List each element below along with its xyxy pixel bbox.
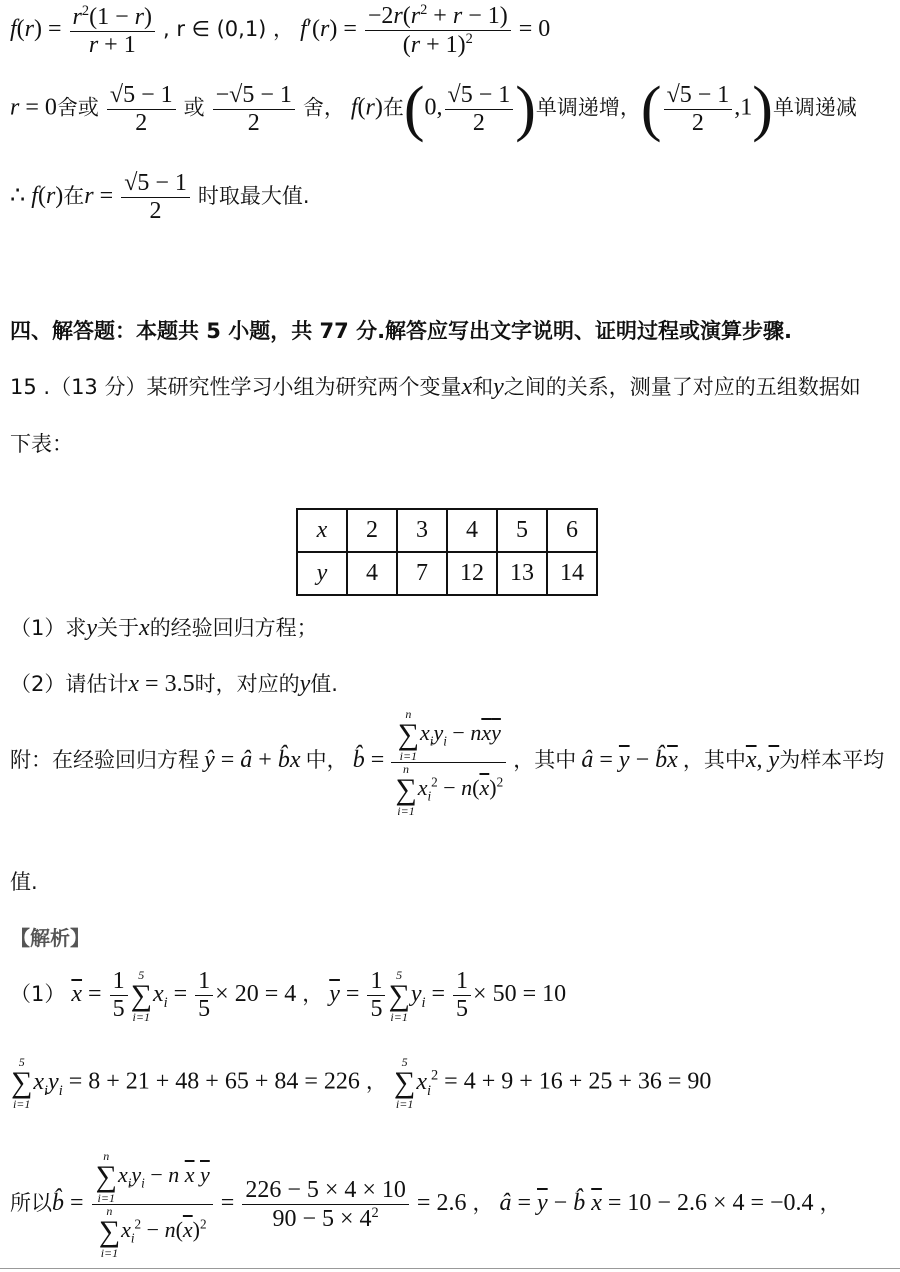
table-cell: 2 <box>347 509 397 552</box>
in-text: 在 <box>382 95 404 120</box>
problem-intro-line2: 下表： <box>10 432 73 456</box>
table-row <box>297 509 597 552</box>
maximum-line: ∴ f(r)在r = $\frac{√5 - 1}{2}$ 时取最大值. <box>10 170 310 224</box>
increasing-text: 单调递增， <box>535 95 641 120</box>
solution-means: （1） $\overline{x}$ = $\frac{1}{5}$ 5 ∑ i=1 $x_i$ = $\frac{1}{5}$ × 20 = 4 ， $\overline{y}$ = $\frac{1}{5}$ 5 ∑ i=1 $y_i$ = $\frac{1}{5}$ × 50 = 10 <box>10 967 567 1024</box>
table-cell: 4 <box>447 509 497 552</box>
table-cell: 7 <box>397 552 447 595</box>
table-cell: 6 <box>547 509 597 552</box>
solution-tag: 【解析】 <box>10 926 90 950</box>
row-label-y: y <box>297 552 347 595</box>
table-cell: 14 <box>547 552 597 595</box>
problem-intro: 15 .（13 分）某研究性学习小组为研究两个变量x和y之间的关系，测量了对应的五组数据如 <box>10 374 861 400</box>
table-cell: 3 <box>397 509 447 552</box>
section-heading: 四、解答题：本题共 5 小题，共 77 分.解答应写出文字说明、证明过程或演算步骤. <box>10 319 793 343</box>
solution-sums: 5 ∑ i=1 $x_iy_i = 8 + 21 + 48 + 65 + 84 = 226$ ， 5 ∑ i=1 $x_i^2 = 4 + 9 + 16 + 25 + 36 = 90$ <box>11 1055 712 1111</box>
critical-points-line: r = 0舍或 $\frac{√5 - 1}{2}$ 或 $\frac{-√5 - 1}{2}$ 舍， f(r)在(0, $\frac{√5 - 1}{2}$ )单调递增，( $\frac{√5 - 1}{2}$ ,1)单调递减 <box>10 75 857 143</box>
reject-text-2: 舍， <box>302 95 345 120</box>
question-1: （1）求y关于x的经验回归方程； <box>10 615 318 641</box>
domain-note: , r ∈ (0,1) ， <box>162 17 295 42</box>
table-row <box>297 552 597 595</box>
data-table <box>296 508 598 596</box>
appendix-formula: 附：在经验回归方程 ŷ = â + b̂x 中， b̂ = n ∑ i=1 $x_iy_i - n\overline{x}\overline{y}$ n ∑ i=1 $x_i^2 - n(\overline{x})^2$ ，其中 â = $\overline{y}$ − $b̂\overline{x}$ ，其中$\overline{x}$, $\overline{y}$为样本平均 <box>10 707 885 818</box>
table-cell: 5 <box>497 509 547 552</box>
table-cell: 13 <box>497 552 547 595</box>
table-cell: 12 <box>447 552 497 595</box>
derivative-line: f(r) = $\frac{r^2(1 - r)}{r + 1}$ , r ∈ (0,1) ， f′(r) = $\frac{-2r(r^2 + r - 1)}{(r + 1)^2}$ = 0 <box>10 2 551 58</box>
appendix-line2: 值. <box>10 870 38 894</box>
decreasing-text: 单调递减 <box>772 95 857 120</box>
table-cell: 4 <box>347 552 397 595</box>
reject-text: 舍或 <box>56 95 99 120</box>
row-label-x: x <box>297 509 347 552</box>
question-2: （2）请估计x = 3.5时，对应的y值. <box>10 671 338 697</box>
page-bottom-rule <box>0 1268 900 1269</box>
solution-coefficients: 所以b̂ = n ∑ i=1 $x_iy_i - n$ $\overline{x}$ $\overline{y}$ n ∑ i=1 $x_i^2 - n(\overline{x})^2$ = $\frac{226 - 5 \times 4 \times 10}{90 - 5 \times 4^2}$ = 2.6 ， â = $\overline{y}$ − b̂ $\overline{x} = 10 - 2.6 \times 4 = -0.4$ ， <box>10 1149 841 1260</box>
